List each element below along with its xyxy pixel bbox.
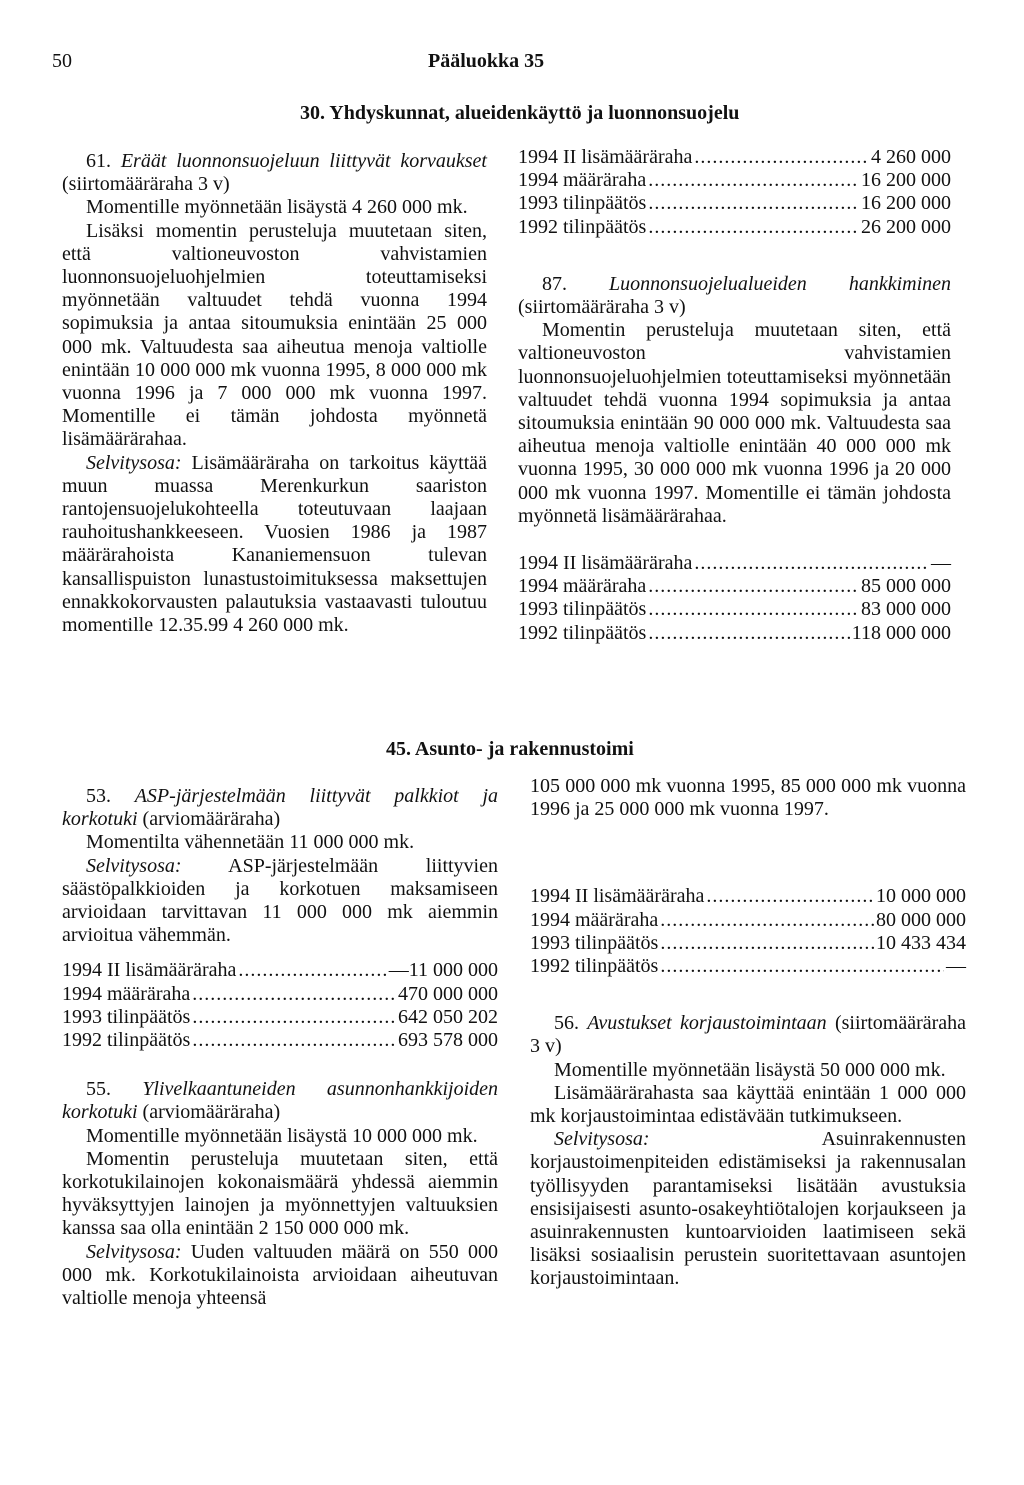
section-45-right-column (530, 775, 966, 1291)
selvitys-label: Selvitysosa: (86, 854, 182, 877)
moment-55-heading (62, 1078, 498, 1124)
moment-56-explanation-text: Asuinrakennusten korjaustoimenpiteiden edistämiseksi ja rakennusalan työllisyyden parantamiseksi lisätään avustuksia ensisijaisesti asunto-osakeyhtiötalojen korjaukseen ja asuinrakennusten kuntoarvioiden laatimiseen sekä lisäksi sosiaalisin perustein suoritettavaan asuntojen korjaustoimintaan. (530, 1128, 966, 1290)
moment-61-number: 61. (86, 150, 111, 172)
moment-55-title: Ylivelkaantuneiden asunnonhankkijoiden korkotuki (62, 1078, 498, 1124)
moment-87-table (518, 552, 951, 645)
table-row: 1993 tilinpäätös ..... 642 050 202 (62, 1006, 498, 1029)
moment-53-reduction: Momentilta vähennetään 11 000 000 mk. (86, 831, 415, 854)
moment-53-title: ASP-järjestelmään liittyvät palkkiot ja korkotuki (62, 785, 498, 831)
moment-55-explanation-continuation: 105 000 000 mk vuonna 1995, 85 000 000 mk vuonna 1996 ja 25 000 000 mk vuonna 1997. (530, 775, 966, 821)
moment-56-addition: Momentille myönnetään lisäystä 50 000 000 mk. (554, 1058, 946, 1081)
table-row: 1994 II lisämääräraha ..... — (518, 552, 951, 575)
table-row: 1992 tilinpäätös ..... 118 000 000 (518, 622, 951, 645)
table-row: 1993 tilinpäätös ..... 10 433 434 (530, 932, 966, 955)
table-row: 1992 tilinpäätös ..... 26 200 000 (518, 216, 951, 239)
moment-87-heading (518, 273, 951, 319)
table-row: 1994 määräraha ..... 85 000 000 (518, 575, 951, 598)
moment-56-research: Lisämäärärahasta saa käyttää enintään 1 000 000 mk korjaustoimintaa edistävään tutkimukseen. (530, 1081, 966, 1127)
moment-61-table (518, 146, 951, 239)
moment-87-number: 87. (542, 272, 567, 295)
moment-56-explanation (530, 1128, 966, 1290)
table-row: 1994 II lisämääräraha ..... —11 000 000 (62, 959, 498, 982)
moment-55-number: 55. (86, 1078, 111, 1101)
table-row: 1992 tilinpäätös ..... 693 578 000 (62, 1029, 498, 1052)
table-row: 1994 määräraha ..... 470 000 000 (62, 983, 498, 1006)
table-row: 1992 tilinpäätös ..... — (530, 955, 966, 978)
moment-61-explanation-text: Lisämääräraha on tarkoitus käyttää muun muassa Merenkurkun saariston rantojensuojelukohteella toteutuvaan laajaan rauhoitushankkeeseen. Vuosien 1986 ja 1987 määrärahoista Kananiemensuon tulevan kansallispuiston lunastustoimituksessa maksettujen ennakkokorvausten palautuksia vastaavasti tuloutuu momentille 12.35.99 4 260 000 mk. (62, 451, 487, 637)
moment-56-number: 56. (554, 1012, 579, 1035)
moment-55-table (530, 885, 966, 978)
moment-87-appropriation: (siirtomääräraha 3 v) (518, 295, 686, 318)
moment-53-explanation (62, 855, 498, 948)
moment-61-appropriation: (siirtomääräraha 3 v) (62, 173, 230, 196)
section-30-heading: 30. Yhdyskunnat, alueidenkäyttö ja luonnonsuojelu (300, 102, 740, 124)
table-row: 1993 tilinpäätös ..... 16 200 000 (518, 192, 951, 215)
moment-55-authorization: Momentin perusteluja muutetaan siten, että korkotukilainojen kokonaismäärä yhdessä aiemmin hyväksyttyjen lainojen ja myönnettyjen valtuuksien kanssa saa olla enintään 2 150 000 000 mk. (62, 1147, 498, 1240)
moment-56-heading (530, 1012, 966, 1058)
section-45-heading: 45. Asunto- ja rakennustoimi (386, 738, 634, 760)
table-row: 1994 II lisämääräraha ..... 10 000 000 (530, 885, 966, 908)
moment-61-addition: Momentille myönnetään lisäystä 4 260 000 mk. (86, 196, 468, 219)
moment-53-number: 53. (86, 785, 111, 807)
moment-61-explanation (62, 452, 487, 638)
moment-87-title: Luonnonsuojelualueiden hankkiminen (609, 272, 952, 295)
moment-61-title: Eräät luonnonsuojeluun liittyvät korvaukset (120, 150, 487, 172)
moment-56-title: Avustukset korjaustoimintaan (587, 1012, 827, 1035)
section-45-left-column (62, 785, 498, 1310)
moment-55-appropriation: (arviomääräraha) (142, 1101, 281, 1124)
moment-61-authorization: Lisäksi momentin perusteluja muutetaan siten, että valtioneuvoston vahvistamien luonnonsuojeluohjelmien toteuttamiseksi myönnetään valtuudet tehdä vuonna 1994 sopimuksia ja antaa sitoumuksia enintään 25 000 000 mk. Valtuudesta saa aiheutua menoja valtiolle enintään 10 000 000 mk vuonna 1995, 8 000 000 mk vuonna 1996 ja 7 000 000 mk vuonna 1997. Momentille ei tämän johdosta myönnetä lisämäärärahaa. (62, 219, 487, 451)
moment-55-addition: Momentille myönnetään lisäystä 10 000 000 mk. (86, 1124, 478, 1147)
moment-87-authorization: Momentin perusteluja muutetaan siten, että valtioneuvoston vahvistamien luonnonsuojeluohjelmien toteuttamiseksi myönnetään valtuudet tehdä vuonna 1994 sopimuksia ja antaa sitoumuksia enintään 90 000 000 mk. Valtuudesta saa aiheutua menoja valtiolle enintään 40 000 000 mk vuonna 1995, 30 000 000 mk vuonna 1996 ja 20 000 000 mk vuonna 1997. Momentille ei tämän johdosta myönnetä lisämäärärahaa. (518, 319, 951, 527)
moment-53-appropriation: (arviomääräraha) (142, 808, 281, 831)
section-30-right-column (518, 146, 951, 645)
moment-56-appropriation: (siirtomääräraha 3 v) (530, 1012, 967, 1058)
selvitys-label: Selvitysosa: (86, 1240, 182, 1263)
moment-55-explanation-text: Uuden valtuuden määrä on 550 000 000 mk. Korkotukilainoista arvioidaan aiheutuvan valtiolle menoja yhteensä (62, 1240, 499, 1309)
moment-61-heading (62, 150, 487, 196)
moment-61 (62, 150, 487, 637)
table-row: 1993 tilinpäätös ..... 83 000 000 (518, 598, 951, 621)
moment-53-explanation-text: ASP-järjestelmään liittyvien säästöpalkkioiden ja korkotuen maksamiseen arvioidaan tarvittavan 11 000 000 mk aiemmin arvioitua vähemmän. (62, 854, 498, 947)
table-row: 1994 II lisämääräraha ..... 4 260 000 (518, 146, 951, 169)
running-head: Pääluokka 35 (428, 50, 545, 72)
selvitys-label: Selvitysosa: (554, 1128, 650, 1151)
moment-53-heading (62, 785, 498, 831)
moment-55-explanation (62, 1241, 498, 1311)
page-number: 50 (52, 50, 72, 72)
moment-53-table (62, 959, 498, 1052)
selvitys-label: Selvitysosa: (86, 451, 182, 474)
table-row: 1994 määräraha ..... 80 000 000 (530, 909, 966, 932)
table-row: 1994 määräraha ..... 16 200 000 (518, 169, 951, 192)
